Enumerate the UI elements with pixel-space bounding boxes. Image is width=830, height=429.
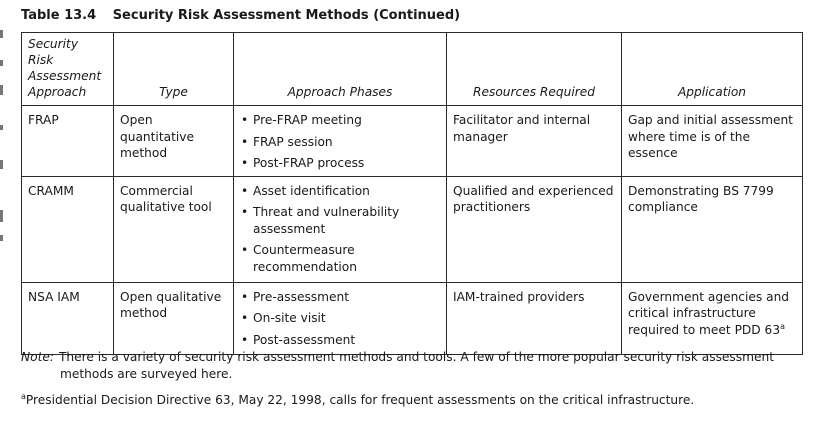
phase-item: • Post-assessment — [240, 332, 440, 348]
table-footnote — [21, 393, 811, 407]
phase-item: • Post-FRAP process — [240, 155, 440, 171]
cell-application: Gap and initial assessment where time is of the essence — [622, 106, 803, 176]
cell-approach: CRAMM — [22, 176, 114, 282]
header-approach-line: Approach — [28, 84, 87, 99]
cell-application: Demonstrating BS 7799 compliance — [622, 176, 803, 282]
footnote-text: Presidential Decision Directive 63, May 22, 1998, calls for frequent assessments on the critical infrastructure. — [25, 393, 695, 407]
phase-item: • Threat and vulnerability assessment — [240, 204, 440, 237]
phase-list — [240, 183, 440, 275]
table-header-row — [22, 33, 803, 106]
table-title: Security Risk Assessment Methods (Continued) — [112, 8, 461, 23]
header-resources: Resources Required — [447, 33, 622, 106]
cell-approach: FRAP — [22, 106, 114, 176]
cell-resources: IAM-trained providers — [447, 282, 622, 354]
risk-assessment-table — [21, 32, 803, 355]
page-edge-marks — [0, 30, 6, 250]
header-application: Application — [622, 33, 803, 106]
phase-item: • FRAP session — [240, 134, 440, 150]
note-text: There is a variety of security risk assessment methods and tools. A few of the more popular security risk assessment methods are surveyed here. — [58, 350, 774, 381]
phase-item: • Countermeasure recommendation — [240, 242, 440, 275]
note-label: Note: — [21, 350, 54, 364]
header-phases: Approach Phases — [234, 33, 447, 106]
phase-item: • Pre-FRAP meeting — [240, 112, 440, 128]
cell-phases — [234, 282, 447, 354]
footnote-marker: a — [21, 391, 26, 401]
table-row — [22, 176, 803, 282]
phase-item: • On-site visit — [240, 310, 440, 326]
table-row — [22, 106, 803, 176]
table-number: Table 13.4 — [21, 8, 97, 23]
cell-type: Commercial qualitative tool — [114, 176, 234, 282]
phase-item: • Asset identification — [240, 183, 440, 199]
application-text: Government agencies and critical infrastructure required to meet PDD 63 — [628, 289, 790, 337]
phase-list — [240, 289, 440, 348]
header-approach-line: Assessment — [28, 68, 102, 83]
table-row — [22, 282, 803, 354]
cell-type: Open quantitative method — [114, 106, 234, 176]
cell-type: Open qualitative method — [114, 282, 234, 354]
cell-resources: Facilitator and internal manager — [447, 106, 622, 176]
cell-phases — [234, 106, 447, 176]
header-approach — [22, 33, 114, 106]
header-type: Type — [114, 33, 234, 106]
header-approach-line: Security Risk — [28, 37, 79, 67]
table-note — [21, 349, 807, 383]
cell-approach: NSA IAM — [22, 282, 114, 354]
cell-application — [622, 282, 803, 354]
cell-phases — [234, 176, 447, 282]
phase-item: • Pre-assessment — [240, 289, 440, 305]
cell-resources: Qualified and experienced practitioners — [447, 176, 622, 282]
table-caption — [21, 8, 460, 23]
footnote-marker: a — [780, 321, 785, 331]
phase-list — [240, 112, 440, 171]
